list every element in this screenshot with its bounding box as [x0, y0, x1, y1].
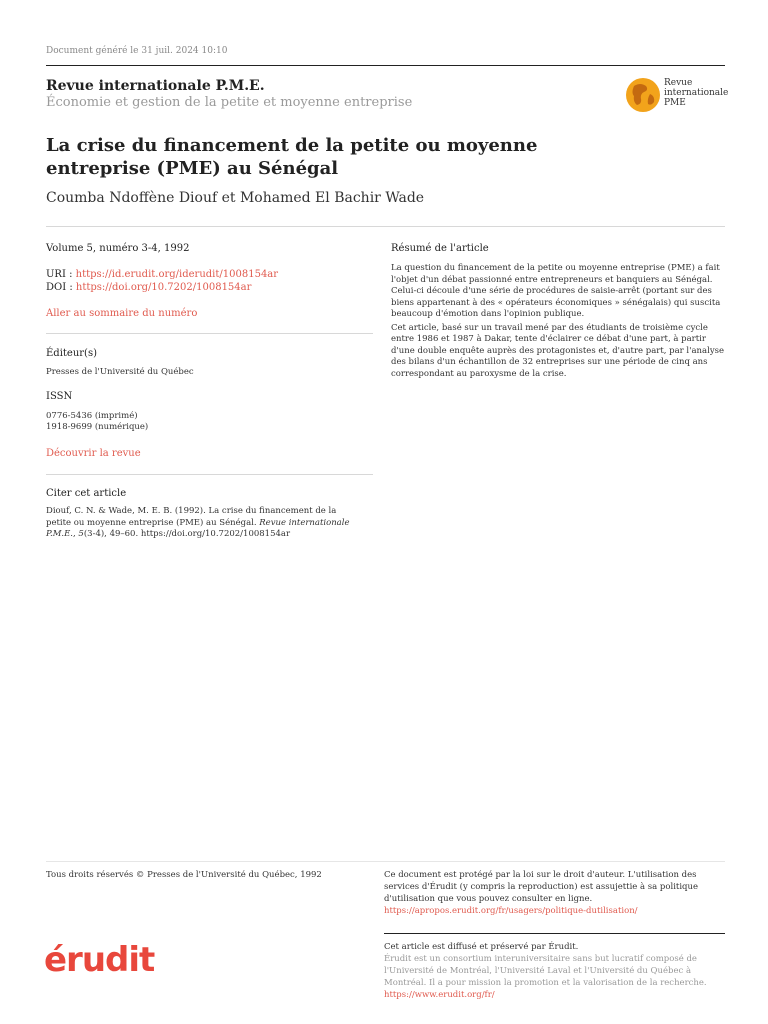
consortium-text: Érudit est un consortium interuniversitaire sans but lucratif composé de l'Université de Montréal, l'Université Laval et l'Université du Québec à Montréal. Il a pour mission la promotion et la valorisation de la recherche.	[384, 954, 707, 988]
discover-journal-link[interactable]: Découvrir la revue	[46, 448, 141, 459]
logo-line-2: internationale	[664, 88, 729, 98]
journal-logo	[624, 74, 728, 116]
diffusion-text: Cet article est diffusé et préservé par Érudit.	[384, 942, 579, 952]
logo-line-3: PME	[664, 98, 686, 108]
doi-label: DOI :	[46, 282, 76, 293]
article-authors: Coumba Ndoffène Diouf et Mohamed El Bachir Wade	[46, 190, 425, 206]
policy-link[interactable]: https://apropos.erudit.org/fr/usagers/politique-dutilisation/	[384, 906, 638, 916]
abstract-paragraph-1: La question du financement de la petite ou moyenne entreprise (PME) a fait l'objet d'un débat passionné entre entrepreneurs et banquiers au Sénégal. Celui-ci découle d'une série de procédures de saisie-arrêt (portant sur des biens appartenant à des « opérateurs économiques » sénégalais) qui suscita beaucoup d'émotion dans l'opinion publique.	[391, 263, 721, 319]
uri-label: URI :	[46, 269, 76, 280]
left-divider-1	[46, 333, 373, 334]
protection-text: Ce document est protégé par la loi sur le droit d'auteur. L'utilisation des services d'Érudit (y compris la reproduction) est assujettie à sa politique d'utilisation que vous pouvez consulter en ligne.	[384, 870, 698, 904]
volume-info: Volume 5, numéro 3-4, 1992	[46, 243, 190, 254]
citation-text	[46, 506, 364, 541]
citation-separator: ,	[73, 529, 79, 539]
erudit-info	[384, 941, 714, 1001]
left-divider-2	[46, 474, 373, 475]
journal-logo-text	[664, 78, 728, 108]
globe-icon	[624, 74, 662, 114]
doi-link[interactable]: https://doi.org/10.7202/1008154ar	[75, 282, 252, 293]
editeur-label: Éditeur(s)	[46, 348, 97, 359]
uri-link[interactable]: https://id.erudit.org/iderudit/1008154ar	[75, 269, 279, 280]
cite-label: Citer cet article	[46, 488, 127, 499]
generated-date: Document généré le 31 juil. 2024 10:10	[46, 46, 228, 56]
citation-part-2: (3-4), 49–60. https://doi.org/10.7202/1008154ar	[83, 529, 291, 539]
journal-subtitle: Économie et gestion de la petite et moyenne entreprise	[46, 95, 413, 110]
citation-volume: 5	[78, 529, 84, 539]
editeur-value: Presses de l'Université du Québec	[46, 367, 194, 377]
copyright-notice	[384, 869, 714, 917]
erudit-logo: érudit	[44, 940, 155, 980]
issn-label: ISSN	[46, 391, 73, 402]
citation-journal: Revue internationale P.M.E.	[46, 517, 350, 539]
citation-part-1: Diouf, C. N. & Wade, M. E. B. (1992). La crise du financement de la petite ou moyenne entreprise (PME) au Sénégal.	[46, 506, 337, 528]
doi-line	[46, 282, 251, 293]
article-title: La crise du financement de la petite ou moyenne entreprise (PME) au Sénégal	[46, 135, 538, 179]
rights-statement: Tous droits réservés © Presses de l'Université du Québec, 1992	[46, 870, 322, 880]
issn-print: 0776-5436 (imprimé)	[46, 411, 138, 421]
sommaire-link[interactable]: Aller au sommaire du numéro	[46, 308, 198, 319]
logo-line-1: Revue	[664, 78, 693, 88]
abstract-paragraph-2: Cet article, basé sur un travail mené par des étudiants de troisième cycle entre 1986 et 1987 à Dakar, tente d'éclairer ce débat d'une part, à partir d'une double enquête auprès des protagonistes et, d'autre part, par l'analyse des bilans d'un échantillon de 32 entreprises sur une période de cinq ans correspondant au paroxysme de la crise.	[391, 322, 725, 379]
title-divider	[46, 226, 725, 227]
top-divider	[46, 65, 725, 66]
footer-divider-2	[384, 933, 725, 934]
erudit-site-link[interactable]: https://www.erudit.org/fr/	[384, 990, 495, 1000]
journal-title: Revue internationale P.M.E.	[46, 78, 265, 94]
footer-divider-1	[46, 861, 725, 862]
issn-digital: 1918-9699 (numérique)	[46, 422, 149, 432]
uri-line	[46, 269, 278, 280]
abstract-label: Résumé de l'article	[391, 243, 489, 254]
abstract-body	[391, 263, 725, 382]
